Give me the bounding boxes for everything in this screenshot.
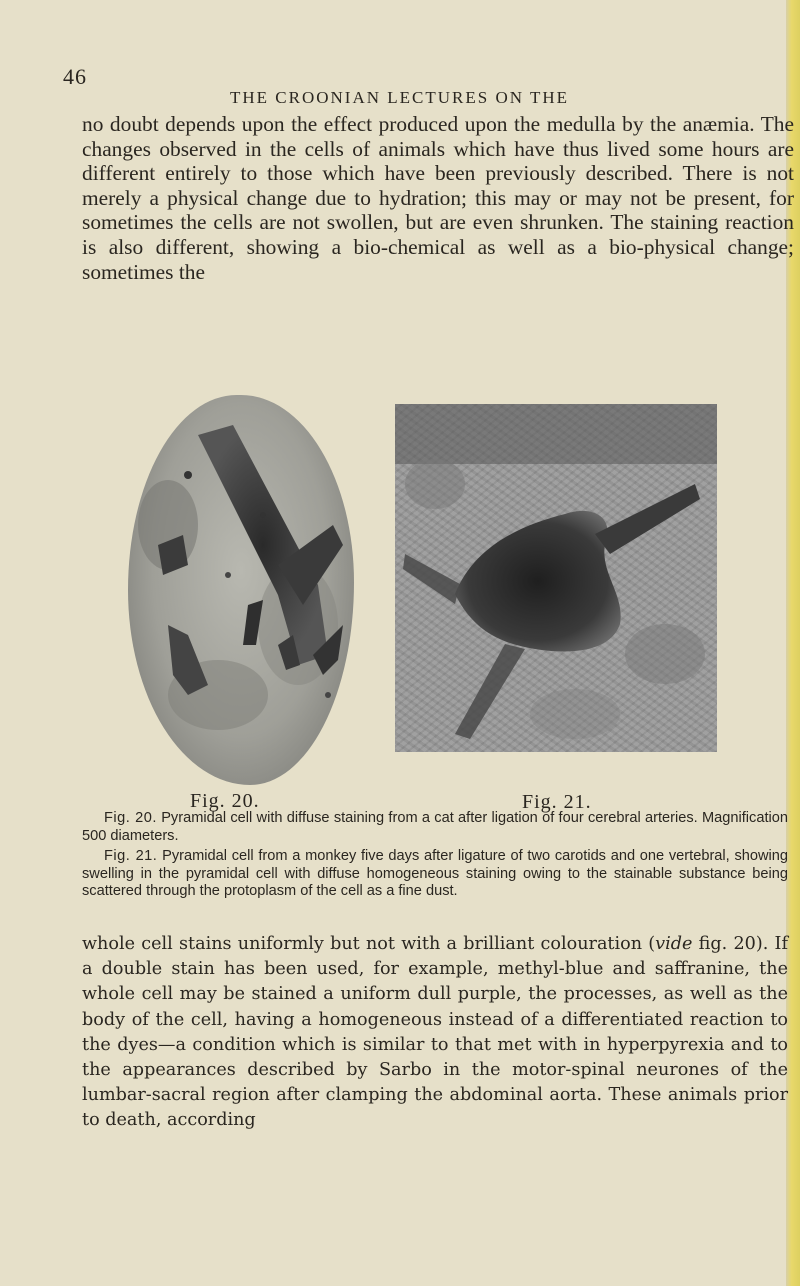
figure-21-micrograph: [395, 404, 717, 752]
figure-21-cell-drawing: [395, 404, 717, 752]
figure-21-caption-ref: Fig. 21.: [104, 848, 158, 864]
figure-21-caption: [82, 848, 788, 901]
page-number: 46: [63, 64, 87, 89]
body-text-vide: vide: [655, 934, 693, 954]
running-head: THE CROONIAN LECTURES ON THE: [230, 88, 570, 107]
figure-20-caption: [82, 810, 788, 845]
body-paragraph: [82, 932, 788, 1134]
body-text-part-2: fig. 20). If a double stain has been used, for example, methyl-blue and saffranine, the whole cell may be stained a uniform dull purple, the processes, as well as the body of the cell, having a homogeneous instead of a differentiated reaction to the dyes—a condition which is similar to that met with in hyperpyrexia and to the appearances described by Sarbo in the motor-spinal neurones of the lumbar-sacral region after clamping the abdominal aorta. These animals prior to death, according: [82, 934, 788, 1131]
figure-20-label: Fig. 20.: [190, 790, 260, 812]
figure-20-caption-text: Pyramidal cell with diffuse staining from a cat after ligation of four cerebral arteries. Magnification 500 diameters.: [82, 810, 788, 844]
top-paragraph: no doubt depends upon the effect produced upon the medulla by the anæmia. The changes observed in the cells of animals which have thus lived some hours are different entirely to those which have been previously described. There is not merely a physical change due to hydration; this may or may not be present, for sometimes the cells are not swollen, but are even shrunken. The staining reaction is also different, showing a bio-chemical as well as a bio-physical change; sometimes the: [82, 112, 794, 284]
figure-20-micrograph: [128, 395, 354, 785]
figure-21-label: Fig. 21.: [522, 791, 592, 813]
figure-21-caption-text: Pyramidal cell from a monkey five days after ligature of two carotids and one vertebral, showing swelling in the pyramidal cell with diffuse homogeneous staining owing to the stainable substance being scattered through the protoplasm of the cell as a fine dust.: [82, 848, 788, 899]
body-text-part-1: whole cell stains uniformly but not with a brilliant colouration (: [82, 934, 656, 954]
figure-20-caption-ref: Fig. 20.: [104, 810, 157, 826]
figure-20-cell-drawing: [128, 395, 354, 785]
